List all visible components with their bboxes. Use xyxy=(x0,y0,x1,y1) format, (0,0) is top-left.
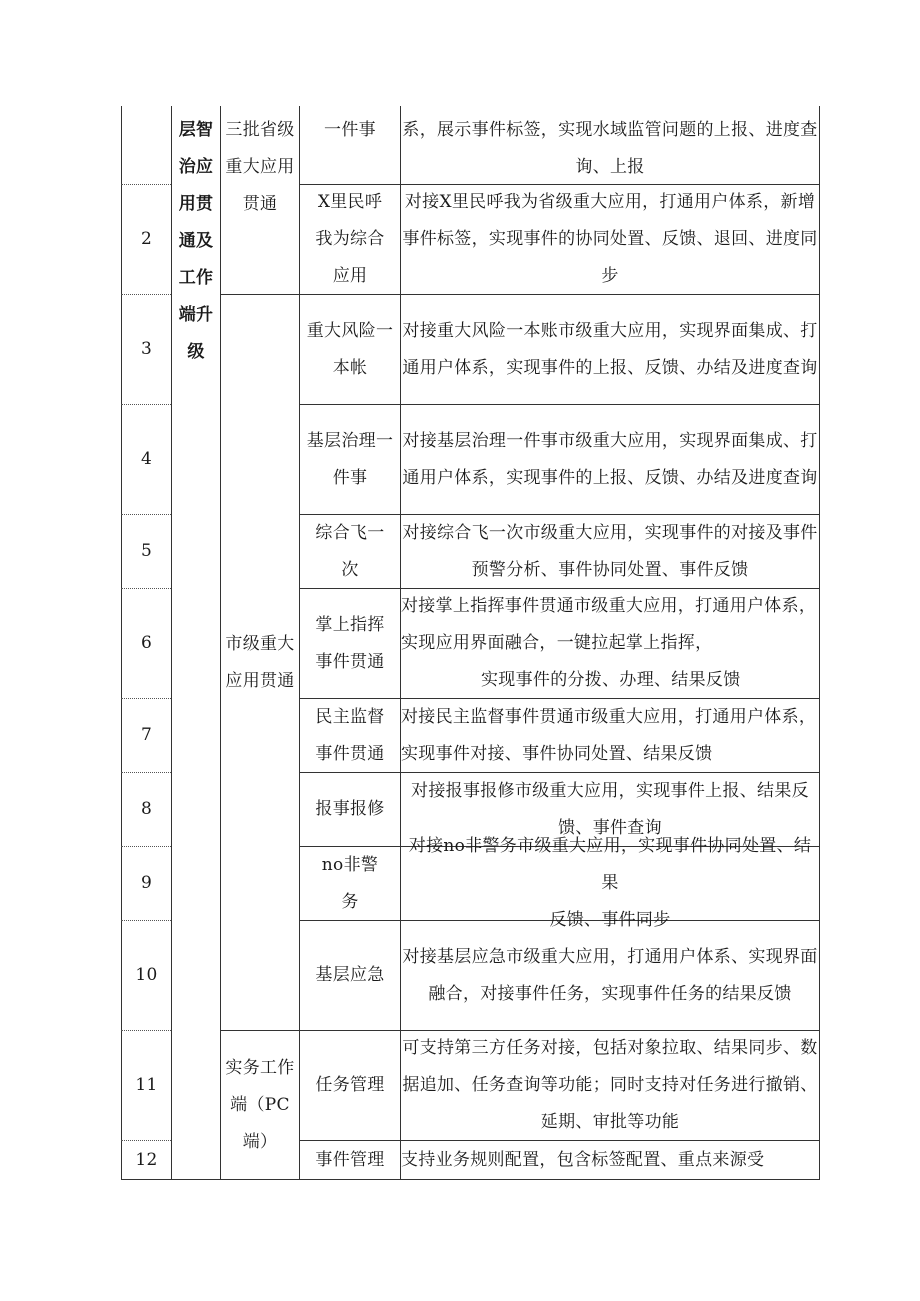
subgroup-line: 重大应用 xyxy=(225,157,295,177)
row-number: 10 xyxy=(135,965,158,985)
table-row-item xyxy=(300,112,400,149)
table-row-desc xyxy=(401,405,819,514)
table-row-item xyxy=(300,589,400,698)
row-number: 6 xyxy=(140,633,153,653)
subgroup-pc xyxy=(221,1050,299,1161)
desc-line: 对接报事报修市级重大应用，实现事件上报、结果反 xyxy=(411,780,809,801)
table-row-item xyxy=(300,295,400,404)
desc-line: 通用户体系，实现事件的上报、反馈、办结及进度查询 xyxy=(402,357,818,378)
item-line: no非警 xyxy=(321,854,379,875)
table-row-no xyxy=(122,106,171,184)
table-row-no xyxy=(122,1141,171,1179)
row-number: 11 xyxy=(135,1075,158,1095)
table-row-item xyxy=(300,405,400,514)
item-line: 综合飞一 xyxy=(315,522,385,543)
subgroup-line: 三批省级 xyxy=(225,120,295,140)
item-line: 我为综合 xyxy=(315,229,385,249)
subgroup-municipal xyxy=(221,295,299,1030)
table-border-right xyxy=(819,106,820,1180)
desc-line: 馈、事件查询 xyxy=(558,817,662,838)
group-label-line: 治应 xyxy=(178,157,214,177)
desc-line: 实现事件的分拨、办理、结果反馈 xyxy=(481,670,741,690)
group-label-line: 用贯 xyxy=(178,194,214,214)
row-number: 8 xyxy=(140,799,153,819)
desc-line: 对接基层治理一件事市级重大应用，实现界面集成、打 xyxy=(402,430,818,451)
table-row-no xyxy=(122,699,171,772)
item-line: 事件管理 xyxy=(315,1149,385,1170)
item-line: 报事报修 xyxy=(315,799,385,819)
row-number: 3 xyxy=(140,339,153,359)
table-row-item xyxy=(300,1141,400,1179)
item-line: 次 xyxy=(341,559,359,580)
desc-line: 融合，对接事件任务，实现事件任务的结果反馈 xyxy=(428,983,792,1004)
row-number: 5 xyxy=(140,541,153,561)
item-line: 基层治理一 xyxy=(306,430,394,451)
table-row-no xyxy=(122,773,171,846)
subgroup-line: 实务工作 xyxy=(225,1058,295,1078)
desc-line: 预警分析、事件协同处置、事件反馈 xyxy=(471,559,749,580)
table-row-desc xyxy=(401,185,819,294)
desc-line: 通用户体系，实现事件的上报、反馈、办结及进度查询 xyxy=(402,467,818,488)
item-line: 掌上指挥 xyxy=(315,614,385,635)
desc-line: 对接基层应急市级重大应用，打通用户体系、实现界面 xyxy=(402,946,818,967)
group-label-line: 级 xyxy=(187,342,205,362)
group-label-line: 端升 xyxy=(178,305,214,325)
item-line: 一件事 xyxy=(324,120,376,140)
item-line: 本帐 xyxy=(332,357,368,378)
subgroup-line: 市级重大 xyxy=(225,633,295,654)
desc-line: 询、上报 xyxy=(575,157,645,177)
group-label-line: 通及 xyxy=(178,231,214,251)
row-number: 4 xyxy=(140,449,153,469)
table-row-item xyxy=(300,847,400,920)
item-line: 应用 xyxy=(332,266,368,286)
row-number: 9 xyxy=(140,873,153,893)
desc-line: 对接no非警务市级重大应用，实现事件协同处置、结果 xyxy=(408,836,812,893)
desc-line: 事件标签，实现事件的协同处置、反馈、退回、进度同 xyxy=(402,229,818,249)
table-row-item xyxy=(300,515,400,588)
table-row-item xyxy=(300,185,400,294)
desc-line: 对接X里民呼我为省级重大应用，打通用户体系，新增 xyxy=(404,192,816,212)
table-row-no xyxy=(122,921,171,1030)
table-row-item xyxy=(300,921,400,1030)
subgroup-provincial xyxy=(221,112,299,223)
table-row-item xyxy=(300,773,400,846)
desc-line: 对接重大风险一本账市级重大应用，实现界面集成、打 xyxy=(402,320,818,341)
table-row-desc xyxy=(401,295,819,404)
desc-line: 据追加、任务查询等功能；同时支持对任务进行撤销、 xyxy=(402,1075,818,1095)
subgroup-line: 端） xyxy=(242,1132,278,1152)
subgroup-line: 应用贯通 xyxy=(225,670,295,691)
item-line: 重大风险一 xyxy=(306,320,394,341)
row-number: 7 xyxy=(140,725,153,745)
table-row-item xyxy=(300,1031,400,1140)
table-border-bottom xyxy=(121,1179,820,1180)
table-row-no xyxy=(122,405,171,514)
table-row-desc xyxy=(401,589,819,698)
group-label-line: 工作 xyxy=(178,268,214,288)
table-row-desc xyxy=(401,921,819,1030)
subgroup-line: 端（PC xyxy=(230,1095,290,1115)
group-label xyxy=(172,112,220,371)
table-row-desc xyxy=(401,836,819,930)
desc-line: 延期、审批等功能 xyxy=(540,1112,680,1132)
item-line: 民主监督 xyxy=(315,706,385,727)
row-number: 2 xyxy=(140,229,153,249)
item-line: X里民呼 xyxy=(317,192,383,212)
table-row-no xyxy=(122,515,171,588)
desc-line: 支持业务规则配置，包含标签配置、重点来源受 xyxy=(401,1149,765,1170)
row-number: 12 xyxy=(135,1149,158,1170)
item-line: 事件贯通 xyxy=(315,743,385,764)
table-row-desc xyxy=(401,515,819,588)
item-line: 任务管理 xyxy=(315,1075,385,1095)
table-row-desc xyxy=(401,112,819,186)
item-line: 基层应急 xyxy=(315,965,385,985)
desc-line: 实现事件对接、事件协同处置、结果反馈 xyxy=(401,743,713,764)
table-row-item xyxy=(300,699,400,772)
table-row-desc xyxy=(401,699,819,772)
table-row-no xyxy=(122,589,171,698)
subgroup-line: 贯通 xyxy=(242,194,278,214)
desc-line: 可支持第三方任务对接，包括对象拉取、结果同步、数 xyxy=(402,1038,818,1058)
desc-line: 对接掌上指挥事件贯通市级重大应用，打通用户体系， xyxy=(401,596,817,616)
table-row-no xyxy=(122,1031,171,1140)
desc-line: 步 xyxy=(601,266,619,286)
desc-line: 对接综合飞一次市级重大应用，实现事件的对接及事件 xyxy=(402,522,818,543)
desc-line: 系，展示事件标签，实现水域监管问题的上报、进度查 xyxy=(402,120,818,140)
table-row-no xyxy=(122,847,171,920)
desc-line: 对接民主监督事件贯通市级重大应用，打通用户体系， xyxy=(401,706,817,727)
group-label-line: 层智 xyxy=(178,120,214,140)
desc-line: 反馈、事件同步 xyxy=(549,910,671,930)
table-row-desc xyxy=(401,1031,819,1140)
table-row-desc xyxy=(401,1141,819,1179)
table-row-no xyxy=(122,185,171,294)
item-line: 事件贯通 xyxy=(315,651,385,672)
desc-line: 实现应用界面融合，一键拉起掌上指挥， xyxy=(401,633,713,653)
table-row-no xyxy=(122,295,171,404)
item-line: 件事 xyxy=(332,467,368,488)
item-line: 务 xyxy=(341,891,359,912)
